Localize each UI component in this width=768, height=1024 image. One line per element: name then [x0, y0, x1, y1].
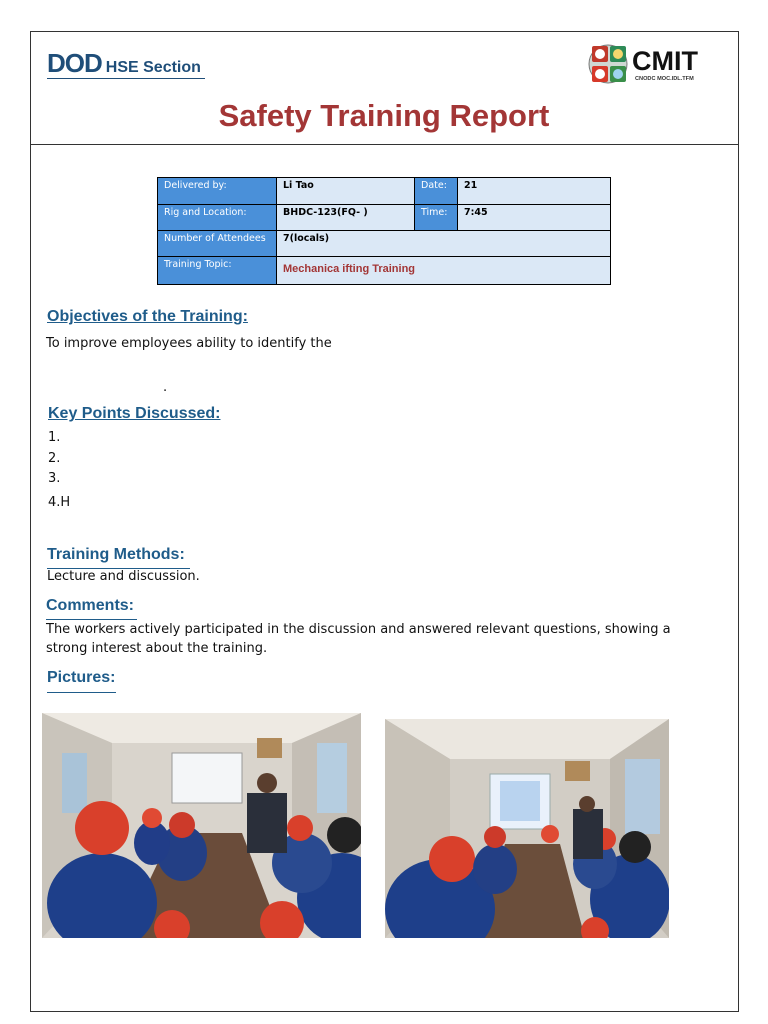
date-label: Date:	[415, 178, 458, 205]
attendees-value: 7(locals)	[277, 231, 611, 257]
logo-subtext: CNODC MOC.IDL.TFM	[635, 76, 694, 82]
delivered-by-label: Delivered by:	[158, 178, 277, 205]
org-name-small: HSE Section	[105, 59, 201, 76]
key-point-item: 1.	[48, 430, 61, 445]
training-topic-label: Training Topic:	[158, 257, 277, 285]
rig-location-label: Rig and Location:	[158, 205, 277, 231]
time-label: Time:	[415, 205, 458, 231]
org-name	[47, 48, 201, 79]
comments-line-2: strong interest about the training.	[46, 641, 268, 656]
training-topic-value: Mechanica ifting Training	[277, 257, 611, 285]
attendees-label: Number of Attendees	[158, 231, 277, 257]
pictures-rule	[47, 692, 116, 693]
training-methods-heading: Training Methods:	[47, 546, 185, 563]
logo-wordmark: CMIT	[632, 46, 698, 76]
objectives-trailing-dot: .	[163, 380, 168, 395]
cmit-logo	[588, 42, 734, 86]
objectives-heading: Objectives of the Training:	[47, 308, 248, 325]
key-point-item: 2.	[48, 451, 61, 466]
key-points-heading: Key Points Discussed:	[48, 405, 221, 422]
date-value: 21	[458, 178, 611, 205]
training-methods-text: Lecture and discussion.	[47, 569, 200, 584]
training-info-table	[157, 177, 611, 285]
report-title: Safety Training Report	[218, 98, 550, 133]
training-photo-2	[385, 719, 669, 938]
training-photo-1	[42, 713, 361, 938]
org-name-underline	[47, 78, 205, 79]
header-divider	[30, 144, 739, 145]
key-point-item: 3.	[48, 471, 61, 486]
delivered-by-value: Li Tao	[277, 178, 415, 205]
comments-rule	[46, 619, 137, 620]
org-name-big: DOD	[47, 48, 102, 78]
objectives-text: To improve employees ability to identify the	[46, 336, 332, 351]
pictures-heading: Pictures:	[47, 669, 116, 686]
comments-line-1: The workers actively participated in the discussion and answered relevant questions, showing a	[46, 622, 671, 637]
comments-heading: Comments:	[46, 597, 135, 614]
key-point-item: 4.H	[48, 495, 71, 510]
rig-location-value: BHDC-123(FQ- )	[277, 205, 415, 231]
time-value: 7:45	[458, 205, 611, 231]
